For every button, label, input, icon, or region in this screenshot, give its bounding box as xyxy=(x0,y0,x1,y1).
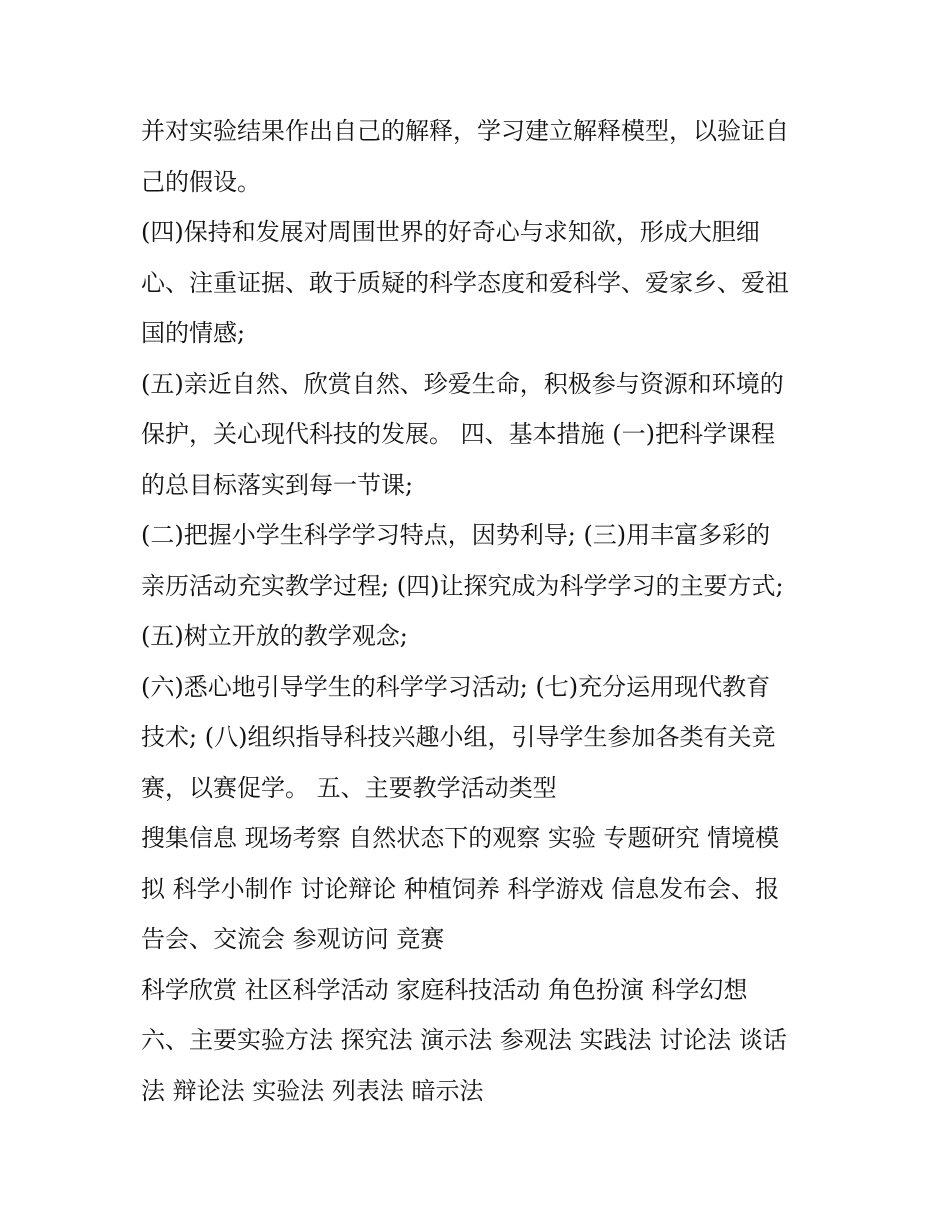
text-line: 赛，以赛促学。 五、主要教学活动类型 xyxy=(141,773,557,802)
text-line: (五)树立开放的教学观念; xyxy=(141,622,408,650)
text-line: 法 辩论法 实验法 列表法 暗示法 xyxy=(141,1076,484,1105)
text-line: 拟 科学小制作 讨论辩论 种植饲养 科学游戏 信息发布会、报 xyxy=(141,874,780,903)
text-line: 技术; (八)组织指导科技兴趣小组，引导学生参加各类有关竞 xyxy=(141,723,776,751)
text-line: 科学欣赏 社区科学活动 家庭科技活动 角色扮演 科学幻想 xyxy=(141,975,748,1004)
text-line: 己的假设。 xyxy=(141,167,261,196)
text-line: 并对实验结果作出自己的解释，学习建立解释模型，以验证自 xyxy=(141,117,789,145)
text-line: (五)亲近自然、欣赏自然、珍爱生命，积极参与资源和环境的 xyxy=(141,369,784,398)
text-line: 搜集信息 现场考察 自然状态下的观察 实验 专题研究 情境模 xyxy=(141,824,780,852)
text-line: 的总目标落实到每一节课; xyxy=(141,470,414,499)
text-line: (二)把握小学生科学学习特点，因势利导; (三)用丰富多彩的 xyxy=(141,521,771,549)
text-line: 心、注重证据、敢于质疑的科学态度和爱科学、爱家乡、爱祖 xyxy=(141,268,789,297)
text-line: 保护，关心现代科技的发展。 四、基本措施 (一)把科学课程 xyxy=(141,420,775,448)
text-line: 亲历活动充实教学过程; (四)让探究成为科学学习的主要方式; xyxy=(141,571,784,600)
text-line: 六、主要实验方法 探究法 演示法 参观法 实践法 讨论法 谈话 xyxy=(141,1026,787,1054)
text-line: (四)保持和发展对周围世界的好奇心与求知欲，形成大胆细 xyxy=(141,218,760,246)
document-body xyxy=(141,106,821,1116)
text-line: 告会、交流会 参观访问 竞赛 xyxy=(141,925,445,953)
text-line: 国的情感; xyxy=(141,319,246,347)
text-line: (六)悉心地引导学生的科学学习活动; (七)充分运用现代教育 xyxy=(141,672,771,701)
